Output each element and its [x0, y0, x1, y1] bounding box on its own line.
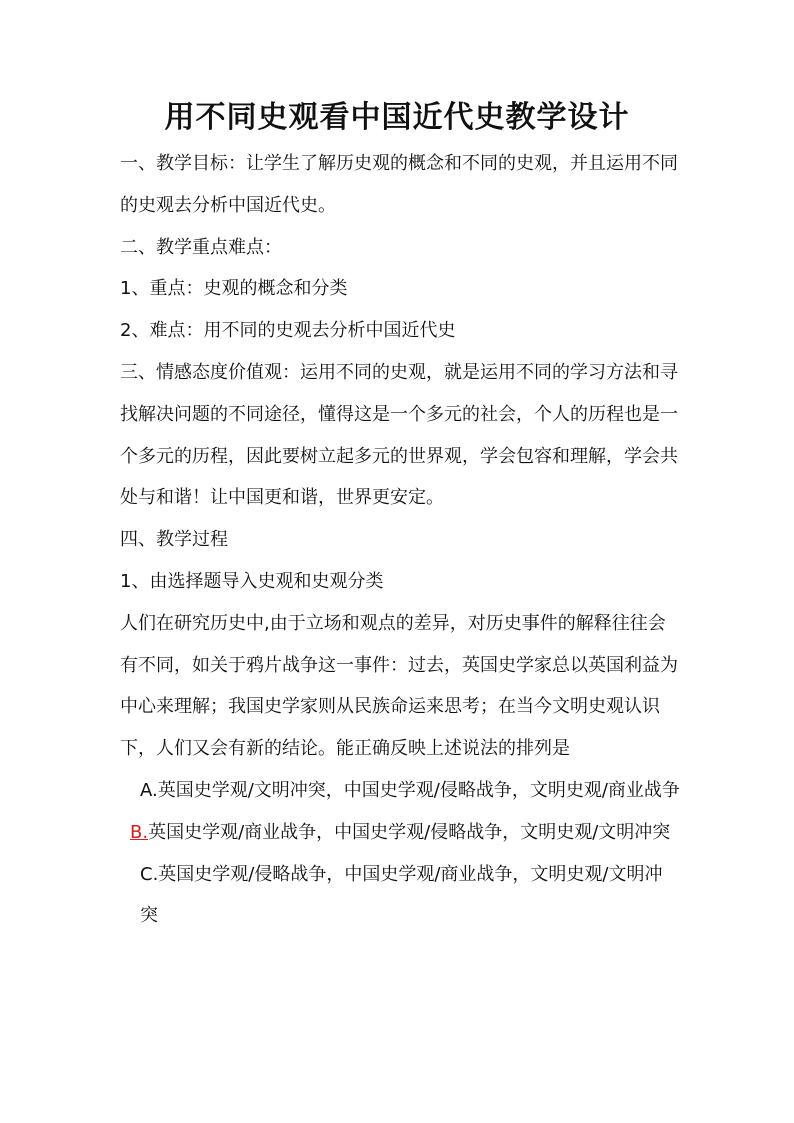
paragraph-question-stem: 人们在研究历史中,由于立场和观点的差异，对历史事件的解释往往会有不同，如关于鸦片战争这一事件：过去，英国史学家总以英国利益为中心来理解；我国史学家则从民族命运来思考；在当今文明史观认识下，人们又会有新的结论。能正确反映上述说法的排列是	[120, 612, 678, 760]
option-b-text: 英国史学观/商业战争，中国史学观/侵略战争，文明史观/文明冲突	[148, 821, 671, 843]
option-a-text: 英国史学观/文明冲突，中国史学观/侵略战争，文明史观/商业战争	[157, 779, 680, 801]
option-b-letter-answer: B.	[130, 821, 149, 843]
paragraph-teaching-process: 四、教学过程	[120, 529, 228, 551]
paragraph-key-difficult-points: 二、教学重点难点：	[120, 236, 282, 258]
option-a	[120, 770, 680, 812]
paragraph-step-one: 1、由选择题导入史观和史观分类	[120, 570, 384, 592]
option-a-letter: A.	[140, 779, 158, 801]
paragraph-key-point: 1、重点：史观的概念和分类	[120, 278, 348, 300]
option-b	[120, 812, 680, 854]
option-c	[120, 854, 680, 938]
paragraph-values: 三、情感态度价值观：运用不同的史观，就是运用不同的学习方法和寻找解决问题的不同途径，懂得这是一个多元的社会，个人的历程也是一个多元的历程，因此要树立起多元的世界观，学会包容和理解，学会共处与和谐！让中国更和谐，世界更安定。	[120, 361, 678, 509]
paragraph-teaching-objectives: 一、教学目标：让学生了解历史观的概念和不同的史观，并且运用不同的史观去分析中国近代史。	[120, 153, 678, 216]
paragraph-difficult-point: 2、难点：用不同的史观去分析中国近代史	[120, 320, 456, 342]
document-body	[120, 143, 680, 937]
option-c-text: 英国史学观/侵略战争，中国史学观/商业战争，文明史观/文明冲突	[140, 863, 663, 927]
option-c-letter: C.	[140, 863, 159, 885]
document-title: 用不同史观看中国近代史教学设计	[164, 100, 630, 135]
